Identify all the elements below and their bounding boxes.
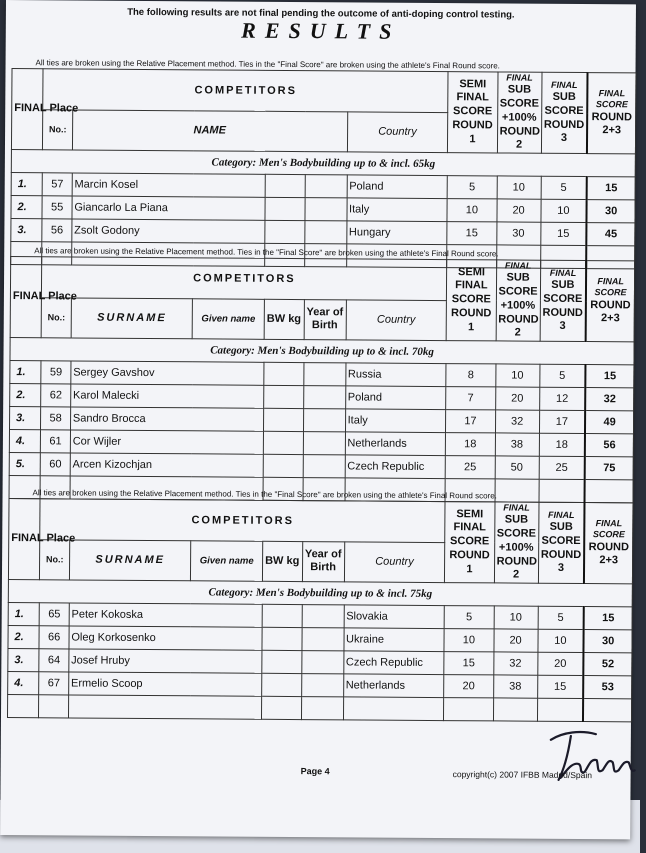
no-header: No.: <box>40 539 70 580</box>
final-score-header: FINAL SCORE ROUND 2+3 <box>584 503 633 584</box>
round2-header: FINAL SUB SCORE +100% ROUND 2 <box>496 260 541 341</box>
round3-header: FINAL SUB SCORE ROUND 3 <box>538 502 585 583</box>
table-row: 1. 59 Sergey Gavshov Russia 8 10 5 15 <box>10 361 634 388</box>
surname-header: SURNAME <box>71 297 193 338</box>
page-title: RESULTS <box>241 17 401 44</box>
round2-header: FINAL SUB SCORE +100% ROUND 2 <box>497 72 542 153</box>
table-row: 3. 64 Josef Hruby Czech Republic 15 32 20 52 <box>8 649 632 676</box>
category-label: Category: Men's Bodybuilding up to & incl. 65kg <box>11 150 635 177</box>
page-number: Page 4 <box>300 766 330 777</box>
table-row: 2. 55 Giancarlo La Piana Italy 10 20 10 30 <box>11 196 635 223</box>
competitors-header: COMPETITORS <box>43 69 448 112</box>
name-header: NAME <box>72 109 347 151</box>
table-row: 1. 65 Peter Kokoska Slovakia 5 10 5 15 <box>8 603 632 630</box>
country-header: Country <box>344 541 445 582</box>
given-name-header: Given name <box>191 540 263 581</box>
round3-header: FINAL SUB SCORE ROUND 3 <box>541 72 588 153</box>
anti-doping-note: The following results are not final pending the outcome of anti-doping control testing. <box>127 6 515 21</box>
country-header: Country <box>347 111 448 152</box>
final-place-header: FINAL Place <box>8 499 40 580</box>
table-row: 3. 58 Sandro Brocca Italy 17 32 17 49 <box>10 407 634 434</box>
category-label: Category: Men's Bodybuilding up to & incl. 70kg <box>10 338 634 365</box>
final-place-header: FINAL Place <box>11 69 43 150</box>
results-table-65kg <box>10 68 636 269</box>
tie-note-1: All ties are broken using the Relative Placement method. Ties in the "Final Score" are broken using the athlete's Final Round score. <box>35 58 500 71</box>
given-name-header: Given name <box>193 298 265 339</box>
copyright-notice: copyright(c) 2007 IFBB Madrid/Spain <box>452 769 593 781</box>
tie-note-3: All ties are broken using the Relative Placement method. Ties in the "Final Score" are broken using the athlete's Final Round score. <box>32 488 497 501</box>
country-header: Country <box>346 299 447 340</box>
table-row: 1. 57 Marcin Kosel Poland 5 10 5 15 <box>11 173 635 200</box>
semi-score-header: SEMI FINAL SCORE ROUND 1 <box>446 260 496 341</box>
table-row: 2. 62 Karol Malecki Poland 7 20 12 32 <box>10 384 634 411</box>
no-header: No.: <box>42 297 72 338</box>
final-place-header: FINAL Place <box>10 257 42 338</box>
empty-row <box>7 695 631 722</box>
final-score-header: FINAL SCORE ROUND 2+3 <box>586 261 635 342</box>
bw-header: BW kg <box>264 299 304 340</box>
category-label: Category: Men's Bodybuilding up to & incl. 75kg <box>8 580 632 607</box>
table-row: 3. 56 Zsolt Godony Hungary 15 30 15 45 <box>11 219 635 246</box>
table-row: 5. 60 Arcen Kizochjan Czech Republic 25 50 25 75 <box>9 453 633 480</box>
results-table-70kg <box>9 256 636 503</box>
table-row: 4. 67 Ermelio Scoop Netherlands 20 38 15 53 <box>8 672 632 699</box>
year-of-birth-header: Year of Birth <box>302 541 344 582</box>
results-table-75kg <box>7 498 634 722</box>
competitors-header: COMPETITORS <box>42 257 447 300</box>
round3-header: FINAL SUB SCORE ROUND 3 <box>540 260 587 341</box>
tie-note-2: All ties are broken using the Relative Placement method. Ties in the "Final Score" are broken using the athlete's Final Round score. <box>34 246 499 259</box>
semi-score-header: SEMI FINAL SCORE ROUND 1 <box>448 72 498 153</box>
surname-header: SURNAME <box>69 539 191 580</box>
year-of-birth-header: Year of Birth <box>304 299 346 340</box>
table-row: 2. 66 Oleg Korkosenko Ukraine 10 20 10 30 <box>8 626 632 653</box>
table-row: 4. 61 Cor Wijler Netherlands 18 38 18 56 <box>9 430 633 457</box>
final-score-header: FINAL SCORE ROUND 2+3 <box>587 73 636 154</box>
bw-header: BW kg <box>262 541 302 582</box>
competitors-header: COMPETITORS <box>40 499 445 542</box>
semi-score-header: SEMI FINAL SCORE ROUND 1 <box>445 502 495 583</box>
round2-header: FINAL SUB SCORE +100% ROUND 2 <box>494 502 539 583</box>
no-header: No.: <box>43 109 73 150</box>
